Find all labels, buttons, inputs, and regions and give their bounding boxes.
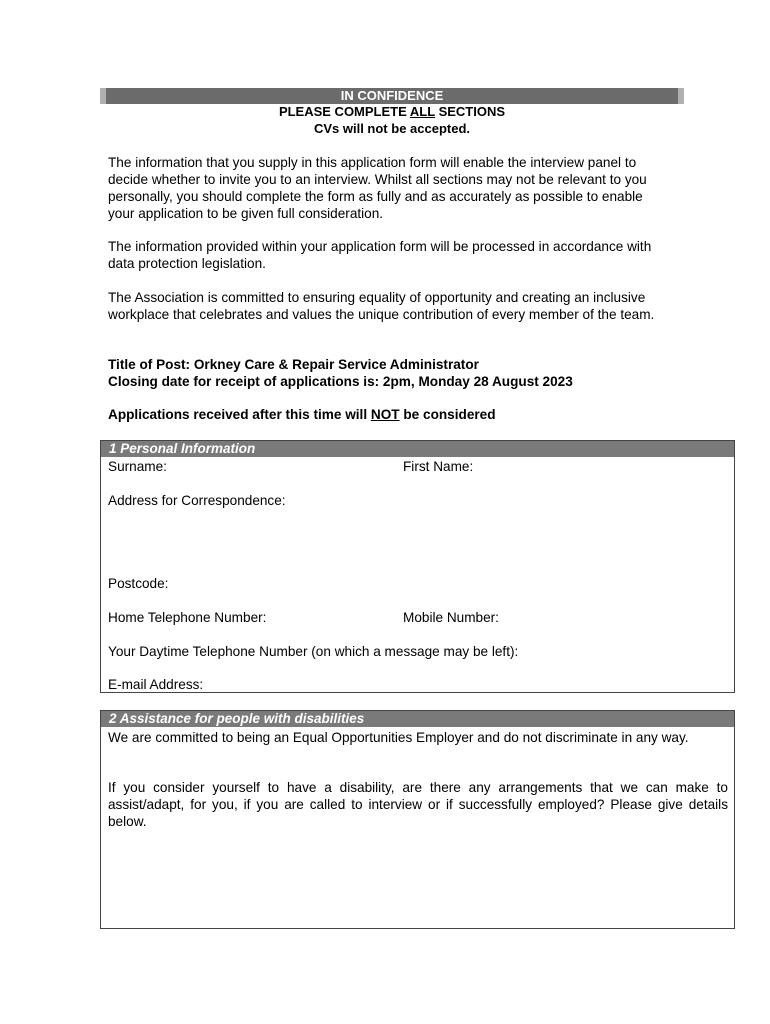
section-2-heading: 2 Assistance for people with disabilities <box>101 711 734 727</box>
late-prefix: Applications received after this time will <box>108 407 371 422</box>
home-telephone-label: Home Telephone Number: <box>108 610 267 625</box>
sections-suffix: SECTIONS <box>434 104 506 119</box>
post-title: Title of Post: Orkney Care & Repair Service Administrator <box>108 357 479 372</box>
email-label: E-mail Address: <box>108 677 204 692</box>
address-label: Address for Correspondence: <box>108 493 286 508</box>
personal-information-section <box>100 440 735 693</box>
disability-arrangements-question: If you consider yourself to have a disability, are there any arrangements that we can make to assist/adapt, for you, if you are called to interview or if successfully employed? Please give details below. <box>108 780 728 829</box>
late-suffix: be considered <box>399 407 496 422</box>
not-emphasis: NOT <box>370 407 400 422</box>
postcode-label: Postcode: <box>108 576 169 591</box>
complete-all-sections-line <box>100 104 684 120</box>
late-applications-notice <box>108 406 668 423</box>
intro-paragraph-3: The Association is committed to ensuring equality of opportunity and creating an inclusive workplace that celebrates and values the unique contribution of every member of the team. <box>108 290 655 322</box>
surname-label: Surname: <box>108 459 167 474</box>
complete-prefix: PLEASE COMPLETE <box>278 104 410 119</box>
daytime-telephone-label: Your Daytime Telephone Number (on which a message may be left): <box>108 644 519 659</box>
mobile-number-label: Mobile Number: <box>403 610 499 625</box>
closing-date: Closing date for receipt of applications is: 2pm, Monday 28 August 2023 <box>108 374 573 389</box>
first-name-label: First Name: <box>403 459 474 474</box>
intro-paragraph-2: The information provided within your application form will be processed in accordance with data protection legislation. <box>108 239 652 271</box>
section-1-heading: 1 Personal Information <box>101 441 734 457</box>
equal-opportunities-statement: We are committed to being an Equal Opportunities Employer and do not discriminate in any way. <box>108 730 689 745</box>
in-confidence-banner: IN CONFIDENCE <box>100 88 684 104</box>
all-emphasis: ALL <box>409 104 435 119</box>
intro-paragraph-1: The information that you supply in this application form will enable the interview panel to decide whether to invite you to an interview. Whilst all sections may not be relevant to you personally, you should complete the form as fully and as accurately as possible to enable your application to be given full consideration. <box>108 155 647 221</box>
cvs-not-accepted-line: CVs will not be accepted. <box>313 121 471 136</box>
disability-assistance-section <box>100 710 735 929</box>
